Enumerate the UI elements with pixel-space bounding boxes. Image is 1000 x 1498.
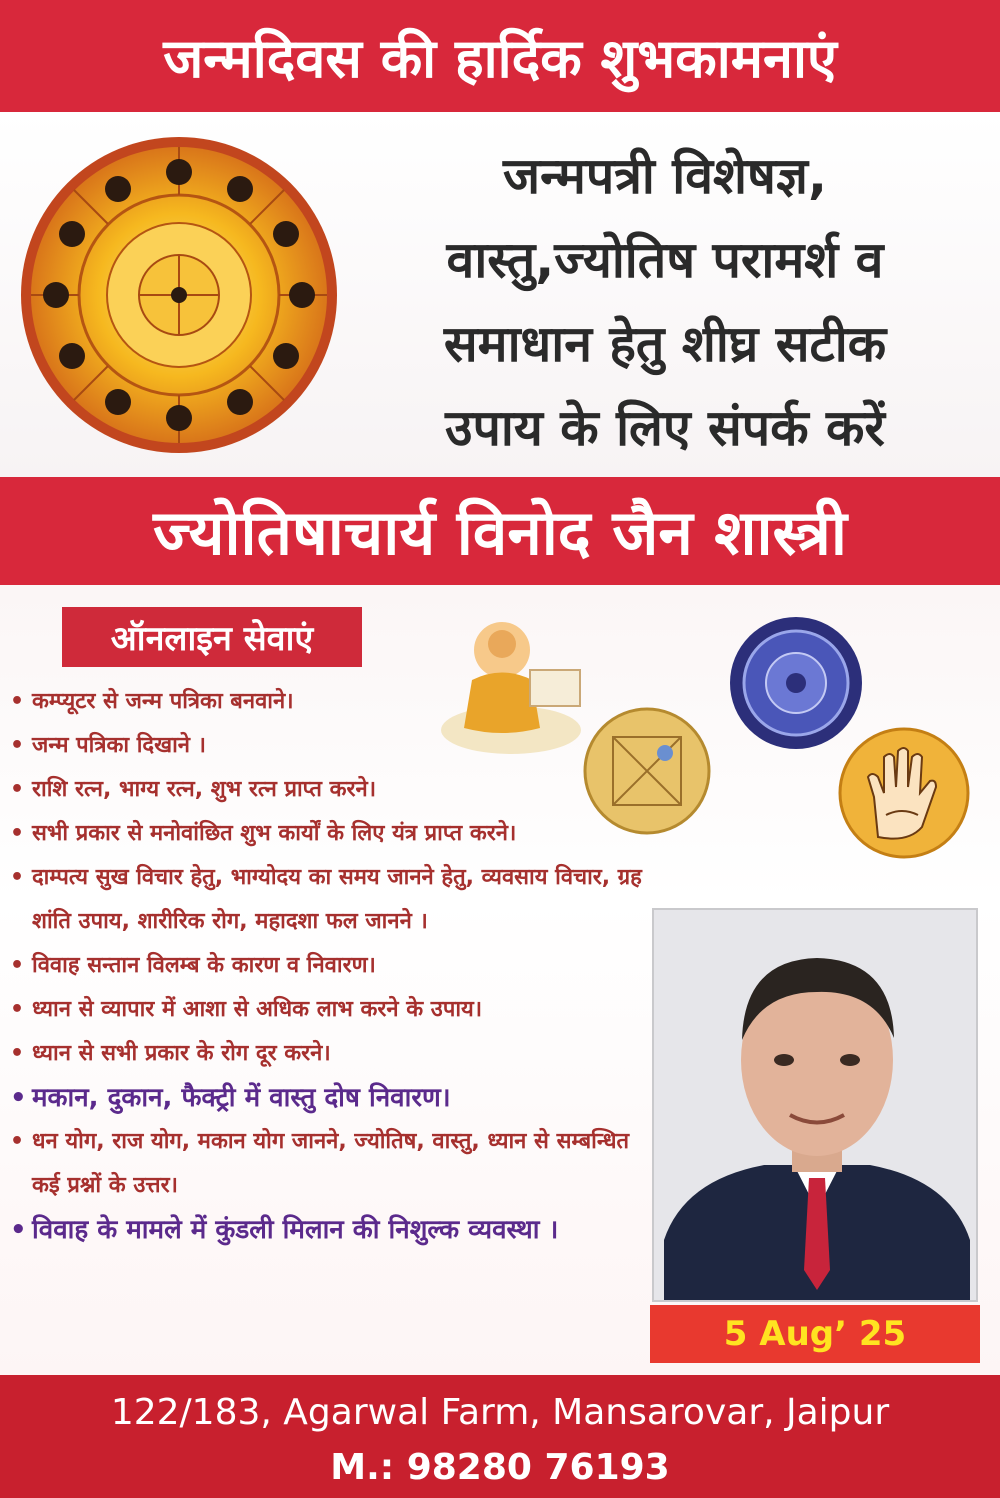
headline-line: वास्तु,ज्योतिष परामर्श व bbox=[446, 231, 884, 289]
services-section bbox=[0, 585, 1000, 1375]
name-band bbox=[0, 477, 1000, 585]
service-list bbox=[8, 680, 648, 1252]
list-item: • विवाह सन्तान विलम्ब के कारण व निवारण। bbox=[8, 944, 648, 988]
phone-number: M.: 98280 76193 bbox=[330, 1447, 670, 1488]
astrologer-name: ज्योतिषाचार्य विनोद जैन शास्त्री bbox=[153, 496, 847, 569]
list-item: • विवाह के मामले में कुंडली मिलान की निशुल्क व्यवस्था । bbox=[8, 1208, 648, 1252]
list-item: • दाम्पत्य सुख विचार हेतु, भाग्योदय का समय जानने हेतु, व्यवसाय विचार, ग्रह शांति उपाय, शारीरिक रोग, महादशा फल जानने । bbox=[8, 856, 648, 944]
greeting-text: जन्मदिवस की हार्दिक शुभकामनाएं bbox=[163, 27, 837, 90]
headline-line: उपाय के लिए संपर्क करें bbox=[445, 399, 885, 457]
astro-chart-icon bbox=[583, 707, 711, 835]
date-badge: 5 Aug’ 25 bbox=[650, 1305, 980, 1363]
zodiac-wheel-icon bbox=[18, 134, 340, 456]
list-item: • सभी प्रकार से मनोवांछित शुभ कार्यों के लिए यंत्र प्राप्त करने। bbox=[8, 812, 648, 856]
footer bbox=[0, 1375, 1000, 1498]
portrait-photo bbox=[652, 908, 978, 1302]
intro-section bbox=[0, 112, 1000, 477]
list-item: • कम्प्यूटर से जन्म पत्रिका बनवाने। bbox=[8, 680, 648, 724]
address: 122/183, Agarwal Farm, Mansarovar, Jaipur bbox=[110, 1392, 890, 1433]
list-item: • ध्यान से सभी प्रकार के रोग दूर करने। bbox=[8, 1032, 648, 1076]
palm-icon bbox=[838, 727, 970, 859]
list-item: • धन योग, राज योग, मकान योग जानने, ज्योतिष, वास्तु, ध्यान से सम्बन्धित कई प्रश्नों के उत्तर। bbox=[8, 1120, 648, 1208]
headline bbox=[345, 134, 985, 470]
person-icon bbox=[654, 910, 978, 1302]
list-item: • ध्यान से व्यापार में आशा से अधिक लाभ करने के उपाय। bbox=[8, 988, 648, 1032]
headline-line: जन्मपत्री विशेषज्ञ, bbox=[503, 147, 827, 205]
headline-line: समाधान हेतु शीघ्र सटीक bbox=[443, 315, 887, 373]
deity-icon bbox=[432, 610, 590, 760]
top-banner bbox=[0, 0, 1000, 112]
list-item: • मकान, दुकान, फैक्ट्री में वास्तु दोष निवारण। bbox=[8, 1076, 648, 1120]
online-services-label: ऑनलाइन सेवाएं bbox=[62, 607, 362, 667]
list-item: • जन्म पत्रिका दिखाने । bbox=[8, 724, 648, 768]
list-item: • राशि रत्न, भाग्य रत्न, शुभ रत्न प्राप्त करने। bbox=[8, 768, 648, 812]
